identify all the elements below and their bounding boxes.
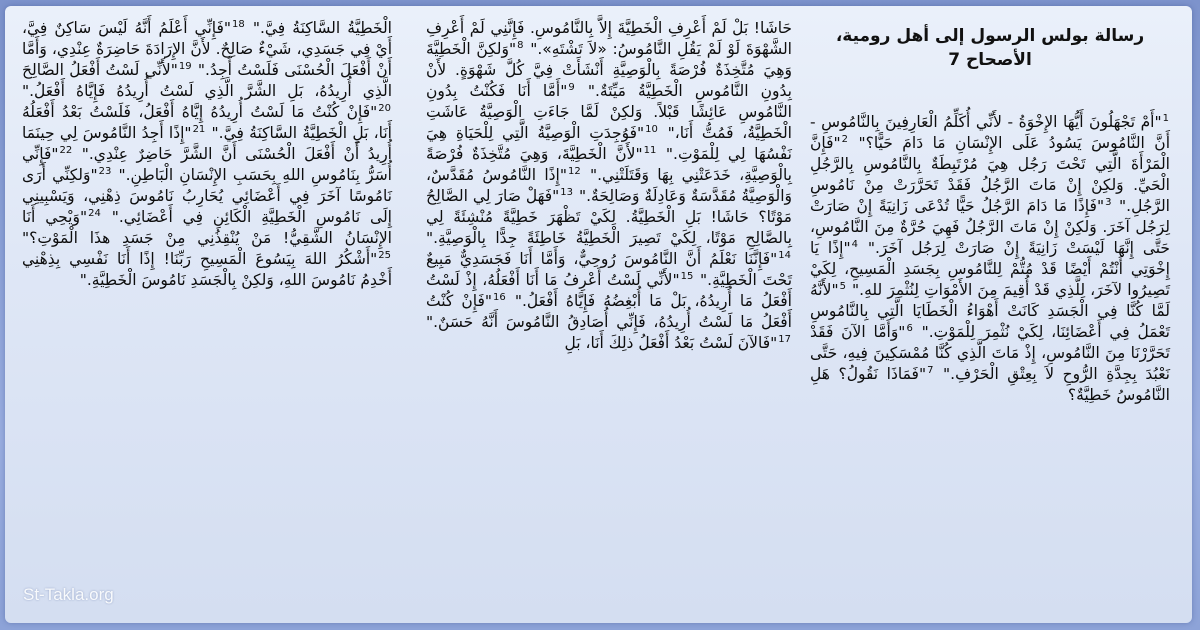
verse-number: 25 (378, 249, 391, 261)
verse-number: 8 (517, 39, 524, 51)
verse-text: "أَمَّا أَنَا فَكُنْتُ بِدُونِ النَّامُوسِ عَائِشًا قَبْلاً. وَلكِنْ لَمَّا جَاءَتِ الْوَصِيَّةُ عَاشَتِ الْخَطِيَّةُ، فَمُتُّ أَنَا،" (426, 82, 792, 142)
verse-text: "فَوُجِدَتِ الْوَصِيَّةُ الَّتِي لِلْحَيَاةِ هِيَ نَفْسُهَا لِي لِلْمَوْتِ." (426, 124, 792, 163)
column-middle-text (426, 18, 792, 354)
verse-text: "أَمْ تَجْهَلُونَ أَيُّهَا الإِخْوَةُ - لأَنِّي أُكَلِّمُ الْعَارِفِينَ بِالنَّامُوسِ - أَنَّ النَّامُوسَ يَسُودُ عَلَى الإِنْسَانِ مَا دَامَ حَيًّا؟" (810, 113, 1170, 152)
column-right (810, 18, 1170, 406)
page-title (810, 24, 1170, 72)
verse-text: "فَإِنْ كُنْتُ مَا لَسْتُ أُرِيدُهُ إِيَّاهُ أَفْعَلُ، فَلَسْتُ بَعْدُ أَفْعَلُهُ أَنَا، بَلِ الْخَطِيَّةُ السَّاكِنَةُ فِيَّ." (22, 103, 392, 142)
column-left (22, 18, 392, 291)
verse-text: "لأَنِّي لَسْتُ أَفْعَلُ الصَّالِحَ الَّذِي أُرِيدُهُ، بَلِ الشَّرَّ الَّذِي لَسْتُ أُرِيدُهُ فَإِيَّاهُ أَفْعَلُ." (22, 61, 392, 100)
verse-text: "فَهَلْ صَارَ لِي الصَّالِحُ مَوْتًا؟ حَاشَا! بَلِ الْخَطِيَّةُ. لِكَيْ تَظْهَرَ خَطِيَّةً مُنْشِئَةً لِي بِالصَّالِحِ مَوْتًا، لِكَيْ تَصِيرَ الْخَطِيَّةُ خَاطِئَةً جِدًّا بِالْوَصِيَّةِ." (426, 187, 792, 247)
title-line-1: رسالة بولس الرسول إلى أهل رومية، (835, 26, 1145, 46)
verse-text: "فَإِنِّي أُسَرُّ بِنَامُوسِ اللهِ بِحَسَبِ الإِنْسَانِ الْبَاطِنِ." (22, 145, 392, 184)
verse-number: 11 (643, 144, 657, 156)
verse-text: "إِذًا أَجِدُ النَّامُوسَ لِي حِينَمَا أُرِيدُ أَنْ أَفْعَلَ الْحُسْنَى أَنَّ الشَّرَّ حَاضِرٌ عِنْدِي." (22, 124, 392, 163)
verse-number: 9 (568, 81, 575, 93)
verse-text: "إِذًا النَّامُوسُ مُقَدَّسٌ، وَالْوَصِيَّةُ مُقَدَّسَةٌ وَعَادِلَةٌ وَصَالِحَةٌ." (426, 166, 792, 205)
verse-text: "فَإِنْ كُنْتُ أَفْعَلُ مَا لَسْتُ أُرِيدُهُ، فَإِنِّي أُصَادِقُ النَّامُوسَ أَنَّهُ حَسَنٌ." (426, 292, 792, 331)
title-line-2: الأصحاح 7 (948, 50, 1032, 70)
verse-text: "فَإِنِّي أَعْلَمُ أَنَّهُ لَيْسَ سَاكِنٌ فِيَّ، أَيْ فِي جَسَدِي، شَيْءٌ صَالِحٌ. لأَنَّ الإِرَادَةَ حَاضِرَةٌ عِنْدِي، وَأَمَّا أَنْ أَفْعَلَ الْحُسْنَى فَلَسْتُ أَجِدُ." (22, 19, 392, 79)
verse-number: 10 (645, 123, 658, 135)
verse (253, 19, 392, 37)
verse-text: "لأَنَّ الْخَطِيَّةَ، وَهِيَ مُتَّخِذَةٌ فُرْصَةً بِالْوَصِيَّةِ، خَدَعَتْنِي بِهَا وَقَتَلَتْنِي." (426, 145, 792, 184)
verse-number: 12 (567, 165, 581, 177)
verse-text: "وَأَمَّا الآنَ فَقَدْ تَحَرَّرْنَا مِنَ النَّامُوسِ، إِذْ مَاتَ الَّذِي كُنَّا مُمْسَكِينَ فِيهِ، حَتَّى نَعْبُدَ بِجِدَّةِ الرُّوحِ لاَ بِعِتْقِ الْحَرْفِ." (810, 323, 1170, 383)
verse (565, 334, 793, 352)
verse-number: 3 (1105, 196, 1112, 208)
verse-number: 24 (88, 207, 101, 219)
verse (810, 113, 1170, 152)
verse-text: "إِذًا يَا إِخْوَتِي أَنْتُمْ أَيْضًا قَدْ مُتُّمْ لِلنَّامُوسِ بِجَسَدِ الْمَسِيحِ، لِكَيْ تَصِيرُوا لآخَرَ، لِلَّذِي قَدْ أُقِيمَ مِنَ الأَمْوَاتِ لِنُثْمِرَ للهِ." (810, 239, 1170, 299)
verse-text: "وَيْحِي أَنَا الإِنْسَانُ الشَّقِيُّ! مَنْ يُنْقِذُنِي مِنْ جَسَدِ هذَا الْمَوْتِ؟" (22, 208, 392, 247)
verse-number: 6 (906, 322, 913, 334)
verse (22, 250, 392, 289)
verse-text: "وَلكِنِّي أَرَى نَامُوسًا آخَرَ فِي أَعْضَائِي يُحَارِبُ نَامُوسَ ذِهْنِي، وَيَسْبِينِي إِلَى نَامُوسِ الْخَطِيَّةِ الْكَائِنِ فِي أَعْضَائِي." (22, 166, 392, 226)
verse-number: 21 (192, 123, 206, 135)
verse-number: 20 (378, 102, 391, 114)
verse-number: 14 (778, 249, 791, 261)
verse-text: "لأَنِّي لَسْتُ أَعْرِفُ مَا أَنَا أَفْعَلُهُ، إِذْ لَسْتُ أَفْعَلُ مَا أُرِيدُهُ، بَلْ مَا أُبْغِضُهُ فَإِيَّاهُ أَفْعَلُ." (426, 271, 792, 310)
verse-number: 23 (98, 165, 112, 177)
verse-text: "فَإِذًا مَا دَامَ الرَّجُلُ حَيًّا تُدْعَى زَانِيَةً إِنْ صَارَتْ لِرَجُل آخَرَ. وَلكِنْ إِنْ مَاتَ الرَّجُلُ فَهِيَ حُرَّةٌ مِنَ النَّامُوسِ، حَتَّى إِنَّهَا لَيْسَتْ زَانِيَةً إِنْ صَارَتْ لِرَجُل آخَرَ." (810, 197, 1171, 257)
verse-text: "فَإِنَّ الْمَرْأَةَ الَّتِي تَحْتَ رَجُل هِيَ مُرْتَبِطَةٌ بِالنَّامُوسِ بِالرَّجُلِ الْحَيِّ. وَلكِنْ إِنْ مَاتَ الرَّجُلُ فَقَدْ تَحَرَّرَتْ مِنْ نَامُوسِ الرَّجُلِ." (810, 134, 1170, 215)
verse-text: "أَشْكُرُ اللهَ بِيَسُوعَ الْمَسِيحِ رَبِّنَا! إِذًا أَنَا نَفْسِي بِذِهْنِي أَخْدِمُ نَامُوسَ اللهِ، وَلكِنْ بِالْجَسَدِ نَامُوسَ الْخَطِيَّةِ." (22, 250, 392, 289)
column-right-text (810, 112, 1170, 406)
verse-number: 18 (232, 18, 245, 30)
verse-number: 2 (841, 133, 849, 145)
verse-text: "وَلكِنَّ الْخَطِيَّةَ وَهِيَ مُتَّخِذَةٌ فُرْصَةً بِالْوَصِيَّةِ أَنْشَأَتْ فِيَّ كُلَّ شَهْوَةٍ. لأَنْ بِدُونِ النَّامُوسِ الْخَطِيَّةُ مَيِّتَةٌ." (426, 40, 792, 100)
verse-number: 5 (839, 280, 846, 292)
column-left-text (22, 18, 392, 291)
scripture-card (5, 6, 1192, 623)
verse-text: "فَالآنَ لَسْتُ بَعْدُ أَفْعَلُ ذلِكَ أَنَا، بَلِ (564, 334, 778, 352)
verse (810, 197, 1170, 257)
verse-number: 17 (778, 333, 791, 345)
verse-number: 15 (680, 270, 694, 282)
watermark-logo: St-Takla.org (23, 585, 114, 604)
verse-number: 16 (493, 291, 506, 303)
verse-text: الْخَطِيَّةُ السَّاكِنَةُ فِيَّ." (252, 19, 392, 37)
verse-text: "فَمَاذَا نَقُولُ؟ هَلِ النَّامُوسُ خَطِيَّةٌ؟ (810, 365, 1170, 404)
verse-number: 13 (560, 186, 573, 198)
verse-number: 4 (851, 238, 858, 250)
verse-number: 7 (927, 364, 934, 376)
verse-text: "لأَنَّهُ لَمَّا كُنَّا فِي الْجَسَدِ كَانَتْ أَهْوَاءُ الْخَطَايَا الَّتِي بِالنَّامُوسِ تَعْمَلُ فِي أَعْضَائِنَا، لِكَيْ نُثْمِرَ لِلْمَوْتِ." (810, 281, 1170, 341)
verse-number: 19 (178, 60, 192, 72)
column-middle (426, 18, 792, 354)
verse-number: 1 (1162, 112, 1169, 124)
verse-number: 22 (59, 144, 73, 156)
verse-text: "فَإِنَّنَا نَعْلَمُ أَنَّ النَّامُوسَ رُوحِيٌّ، وَأَمَّا أَنَا فَجَسَدِيٌّ مَبِيعٌ تَحْتَ الْخَطِيَّةِ." (426, 250, 793, 289)
verse-text: حَاشَا! بَلْ لَمْ أَعْرِفِ الْخَطِيَّةَ إِلاَّ بِالنَّامُوسِ. فَإِنَّنِي لَمْ أَعْرِفِ الشَّهْوَةَ لَوْ لَمْ يَقُلِ النَّامُوسُ: «لاَ تَشْتَهِ»." (426, 19, 792, 58)
